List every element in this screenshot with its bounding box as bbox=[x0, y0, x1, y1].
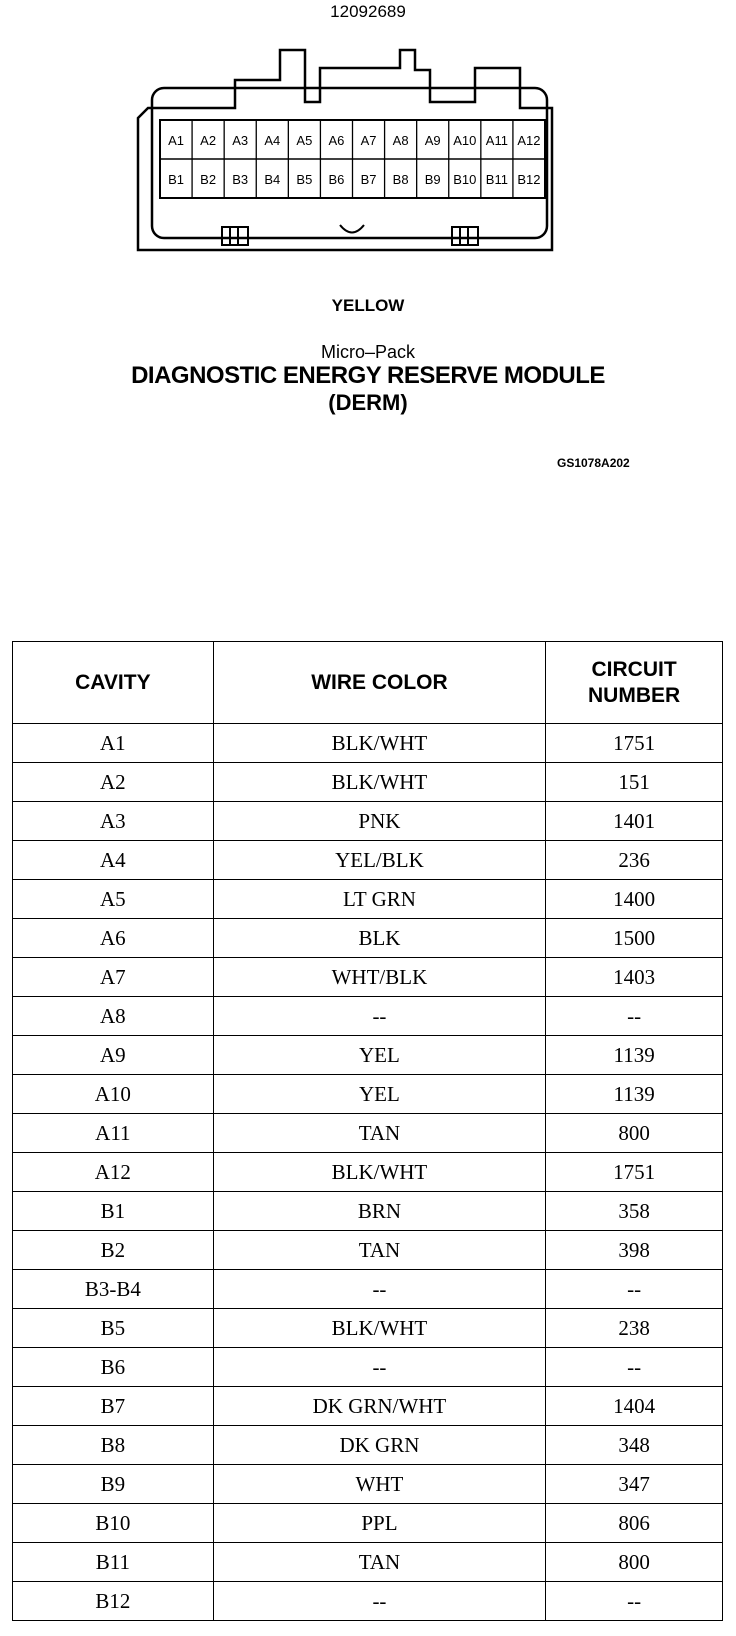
table-row bbox=[13, 1387, 723, 1426]
header-wire-color: WIRE COLOR bbox=[213, 642, 545, 724]
circuit-number-cell: 800 bbox=[546, 1543, 723, 1582]
circuit-number-cell: 358 bbox=[546, 1192, 723, 1231]
pin-label-b2: B2 bbox=[200, 172, 217, 187]
cavity-cell: A7 bbox=[13, 958, 214, 997]
cavity-cell: A2 bbox=[13, 763, 214, 802]
pin-label-b3: B3 bbox=[232, 172, 249, 187]
module-title: DIAGNOSTIC ENERGY RESERVE MODULE bbox=[131, 362, 605, 389]
pin-label-b1: B1 bbox=[168, 172, 184, 187]
circuit-number-cell: -- bbox=[546, 1348, 723, 1387]
wire-color-cell: BLK/WHT bbox=[213, 724, 545, 763]
header-circuit-line2: NUMBER bbox=[588, 683, 681, 707]
pin-label-a2: A2 bbox=[200, 133, 217, 148]
cavity-cell: A6 bbox=[13, 919, 214, 958]
cavity-cell: B9 bbox=[13, 1465, 214, 1504]
wire-color-cell: BRN bbox=[213, 1192, 545, 1231]
circuit-number-cell: 236 bbox=[546, 841, 723, 880]
part-number: 12092689 bbox=[330, 2, 406, 21]
table-header-row bbox=[13, 642, 723, 724]
wire-color-cell: PNK bbox=[213, 802, 545, 841]
connector-housing bbox=[138, 50, 552, 250]
pin-label-a5: A5 bbox=[296, 133, 313, 148]
circuit-number-cell: 1139 bbox=[546, 1036, 723, 1075]
table-row bbox=[13, 997, 723, 1036]
wire-color-cell: WHT/BLK bbox=[213, 958, 545, 997]
wire-color-cell: BLK/WHT bbox=[213, 1153, 545, 1192]
cavity-cell: B1 bbox=[13, 1192, 214, 1231]
cavity-cell: B8 bbox=[13, 1426, 214, 1465]
wire-color-cell: YEL/BLK bbox=[213, 841, 545, 880]
table-row bbox=[13, 1153, 723, 1192]
pin-label-a1: A1 bbox=[168, 133, 184, 148]
circuit-number-cell: 348 bbox=[546, 1426, 723, 1465]
wire-color-cell: BLK bbox=[213, 919, 545, 958]
pin-label-a8: A8 bbox=[392, 133, 409, 148]
circuit-number-cell: 347 bbox=[546, 1465, 723, 1504]
pin-label-a4: A4 bbox=[264, 133, 281, 148]
cavity-cell: A12 bbox=[13, 1153, 214, 1192]
pin-label-b12: B12 bbox=[517, 172, 541, 187]
wire-color-cell: BLK/WHT bbox=[213, 1309, 545, 1348]
wire-color-cell: BLK/WHT bbox=[213, 763, 545, 802]
header-circuit-line1: CIRCUIT bbox=[591, 657, 677, 681]
pin-label-a7: A7 bbox=[360, 133, 377, 148]
table-row bbox=[13, 763, 723, 802]
pin-label-b5: B5 bbox=[296, 172, 313, 187]
connector-color-label: YELLOW bbox=[331, 296, 405, 315]
pin-label-a10: A10 bbox=[453, 133, 477, 148]
table-row bbox=[13, 1270, 723, 1309]
connector-diagram bbox=[130, 40, 590, 280]
table-row bbox=[13, 802, 723, 841]
cavity-cell: B11 bbox=[13, 1543, 214, 1582]
cavity-cell: B7 bbox=[13, 1387, 214, 1426]
pin-label-b10: B10 bbox=[453, 172, 477, 187]
wire-color-cell: WHT bbox=[213, 1465, 545, 1504]
circuit-number-cell: 1139 bbox=[546, 1075, 723, 1114]
wire-color-cell: TAN bbox=[213, 1114, 545, 1153]
table-row bbox=[13, 1348, 723, 1387]
table-row bbox=[13, 1504, 723, 1543]
cavity-cell: A11 bbox=[13, 1114, 214, 1153]
figure-id: GS1078A202 bbox=[557, 456, 630, 470]
cavity-cell: B6 bbox=[13, 1348, 214, 1387]
cavity-cell: A5 bbox=[13, 880, 214, 919]
circuit-number-cell: 1751 bbox=[546, 1153, 723, 1192]
connector-type-subtitle: Micro–Pack bbox=[320, 342, 416, 362]
pin-label-b9: B9 bbox=[424, 172, 441, 187]
wire-color-cell: YEL bbox=[213, 1036, 545, 1075]
wire-color-cell: -- bbox=[213, 997, 545, 1036]
latch-left bbox=[222, 227, 248, 245]
wire-color-cell: -- bbox=[213, 1270, 545, 1309]
wire-color-cell: TAN bbox=[213, 1543, 545, 1582]
wire-color-cell: -- bbox=[213, 1348, 545, 1387]
table-row bbox=[13, 1231, 723, 1270]
table-row bbox=[13, 1309, 723, 1348]
cavity-cell: B10 bbox=[13, 1504, 214, 1543]
cavity-cell: B12 bbox=[13, 1582, 214, 1621]
table-row bbox=[13, 880, 723, 919]
table-row bbox=[13, 1075, 723, 1114]
circuit-number-cell: 1500 bbox=[546, 919, 723, 958]
circuit-number-cell: -- bbox=[546, 1582, 723, 1621]
pin-label-a6: A6 bbox=[328, 133, 345, 148]
wire-color-cell: DK GRN/WHT bbox=[213, 1387, 545, 1426]
pin-label-b11: B11 bbox=[485, 172, 508, 187]
pin-label-a9: A9 bbox=[424, 133, 441, 148]
circuit-number-cell: 1404 bbox=[546, 1387, 723, 1426]
pin-label-b6: B6 bbox=[328, 172, 345, 187]
keying-notch bbox=[340, 225, 364, 233]
circuit-number-cell: 1751 bbox=[546, 724, 723, 763]
circuit-number-cell: 1403 bbox=[546, 958, 723, 997]
cavity-cell: A3 bbox=[13, 802, 214, 841]
table-row bbox=[13, 958, 723, 997]
pin-label-a11: A11 bbox=[485, 133, 508, 148]
circuit-number-cell: 806 bbox=[546, 1504, 723, 1543]
cavity-cell: A4 bbox=[13, 841, 214, 880]
circuit-number-cell: 151 bbox=[546, 763, 723, 802]
table-row bbox=[13, 1036, 723, 1075]
wire-color-cell: -- bbox=[213, 1582, 545, 1621]
table-row bbox=[13, 1582, 723, 1621]
cavity-cell: B5 bbox=[13, 1309, 214, 1348]
cavity-cell: B3-B4 bbox=[13, 1270, 214, 1309]
table-row bbox=[13, 1543, 723, 1582]
circuit-number-cell: 398 bbox=[546, 1231, 723, 1270]
wire-color-cell: LT GRN bbox=[213, 880, 545, 919]
cavity-cell: B2 bbox=[13, 1231, 214, 1270]
module-abbreviation: (DERM) bbox=[328, 390, 408, 415]
pin-label-a12: A12 bbox=[517, 133, 541, 148]
circuit-number-cell: 800 bbox=[546, 1114, 723, 1153]
connector-inner-frame bbox=[152, 88, 547, 238]
table-row bbox=[13, 919, 723, 958]
table-row bbox=[13, 1426, 723, 1465]
table-row bbox=[13, 841, 723, 880]
pin-label-a3: A3 bbox=[232, 133, 249, 148]
cavity-cell: A9 bbox=[13, 1036, 214, 1075]
table-row bbox=[13, 1114, 723, 1153]
circuit-number-cell: -- bbox=[546, 1270, 723, 1309]
pinout-table bbox=[12, 641, 723, 1621]
circuit-number-cell: 1400 bbox=[546, 880, 723, 919]
cavity-cell: A10 bbox=[13, 1075, 214, 1114]
table-row bbox=[13, 1465, 723, 1504]
wire-color-cell: TAN bbox=[213, 1231, 545, 1270]
pin-label-b8: B8 bbox=[392, 172, 409, 187]
pin-label-b7: B7 bbox=[360, 172, 377, 187]
wire-color-cell: YEL bbox=[213, 1075, 545, 1114]
latch-right bbox=[452, 227, 478, 245]
header-circuit-number bbox=[546, 642, 723, 724]
header-cavity: CAVITY bbox=[13, 642, 214, 724]
wire-color-cell: DK GRN bbox=[213, 1426, 545, 1465]
circuit-number-cell: -- bbox=[546, 997, 723, 1036]
table-row bbox=[13, 724, 723, 763]
circuit-number-cell: 1401 bbox=[546, 802, 723, 841]
pin-label-b4: B4 bbox=[264, 172, 281, 187]
table-row bbox=[13, 1192, 723, 1231]
cavity-cell: A1 bbox=[13, 724, 214, 763]
wire-color-cell: PPL bbox=[213, 1504, 545, 1543]
circuit-number-cell: 238 bbox=[546, 1309, 723, 1348]
cavity-cell: A8 bbox=[13, 997, 214, 1036]
